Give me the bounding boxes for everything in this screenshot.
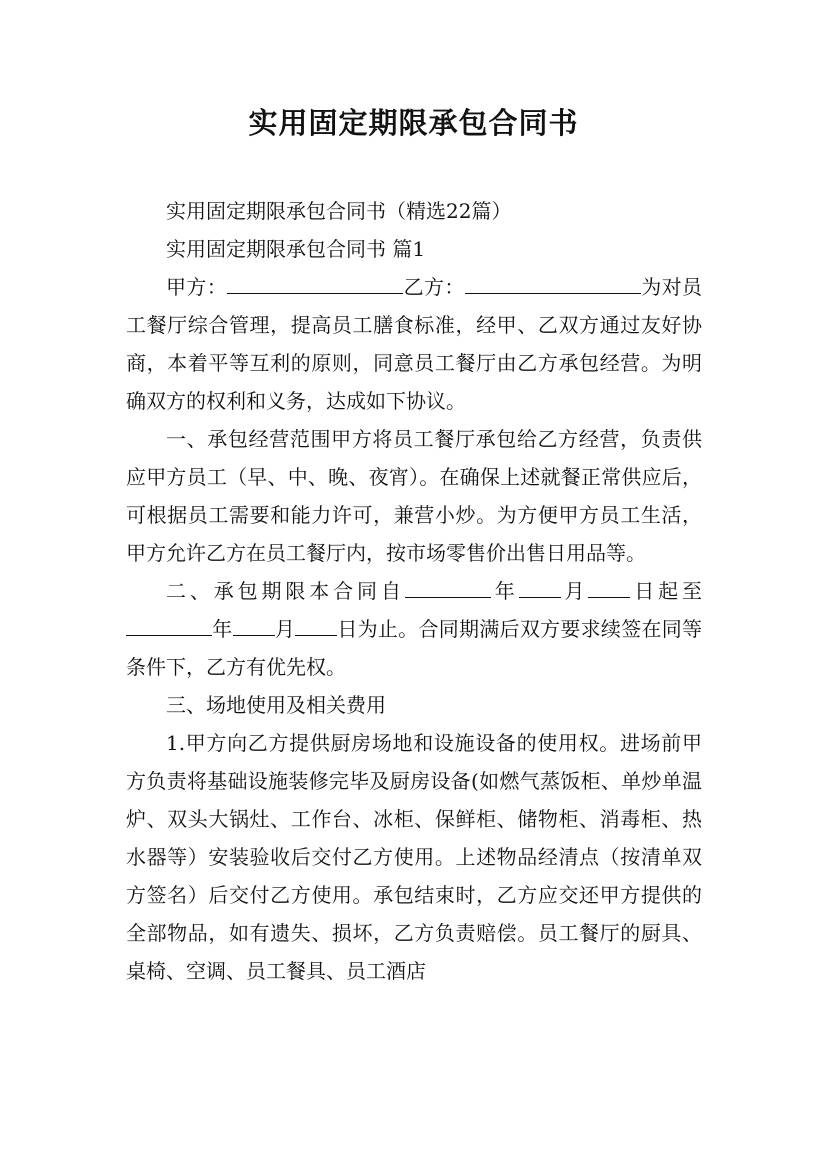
start-month-blank	[519, 579, 561, 598]
start-month-label: 月	[560, 579, 589, 603]
subtitle: 实用固定期限承包合同书（精选22篇）	[166, 199, 512, 223]
party-a-blank	[227, 275, 403, 294]
section-1-paragraph: 一、承包经营范围甲方将员工餐厅承包给乙方经营，负责供应甲方员工（早、中、晚、夜宵）。在确保上述就餐正常供应后，可根据员工需要和能力许可，兼营小炒。为方便甲方员工生活，甲方允许乙方在员工餐厅内，按市场零售价出售日用品等。	[126, 427, 702, 565]
party-b-blank	[465, 275, 641, 294]
party-a-label: 甲方：	[166, 275, 228, 299]
intro-text: 为对员工餐厅综合管理，提高员工膳食标准，经甲、乙双方通过友好协商，本着平等互利的原则，同意员工餐厅由乙方承包经营。为明确双方的权利和义务，达成如下协议。	[126, 275, 703, 413]
end-day-label: 日为止。	[337, 617, 419, 641]
document-title: 实用固定期限承包合同书	[248, 106, 579, 140]
end-year-blank	[126, 617, 212, 636]
end-month-label: 月	[274, 617, 296, 641]
section-2-tail: 合同期满后双方要求续签在同等条件下，乙方有优先权。	[126, 617, 703, 679]
end-day-blank	[295, 617, 337, 636]
start-day-blank	[588, 579, 630, 598]
intro-paragraph	[126, 268, 702, 420]
section-2-start: 二、承包期限本合同自	[166, 579, 405, 603]
end-year-label: 年	[212, 617, 233, 641]
section-3-item-1: 1.甲方向乙方提供厨房场地和设施设备的使用权。进场前甲方负责将基础设施装修完毕及厨房设备(如燃气蒸饭柜、单炒单温炉、双头大锅灶、工作台、冰柜、保鲜柜、储物柜、消毒柜、热水器等）安装验收后交付乙方使用。上述物品经清点（按清单双方签名）后交付乙方使用。承包结束时，乙方应交还甲方提供的全部物品，如有遗失、损坏，乙方负责赔偿。员工餐厅的厨具、桌椅、空调、员工餐具、员工酒店	[126, 731, 702, 983]
section-2-paragraph	[126, 572, 702, 686]
section-3-heading: 三、场地使用及相关费用	[166, 693, 386, 717]
party-b-label: 乙方：	[403, 275, 465, 299]
end-month-blank	[233, 617, 275, 636]
article-heading: 实用固定期限承包合同书 篇1	[166, 237, 426, 261]
start-year-blank	[405, 579, 491, 598]
start-year-label: 年	[490, 579, 519, 603]
document-body	[126, 192, 702, 990]
start-day-label: 日起至	[630, 579, 703, 603]
